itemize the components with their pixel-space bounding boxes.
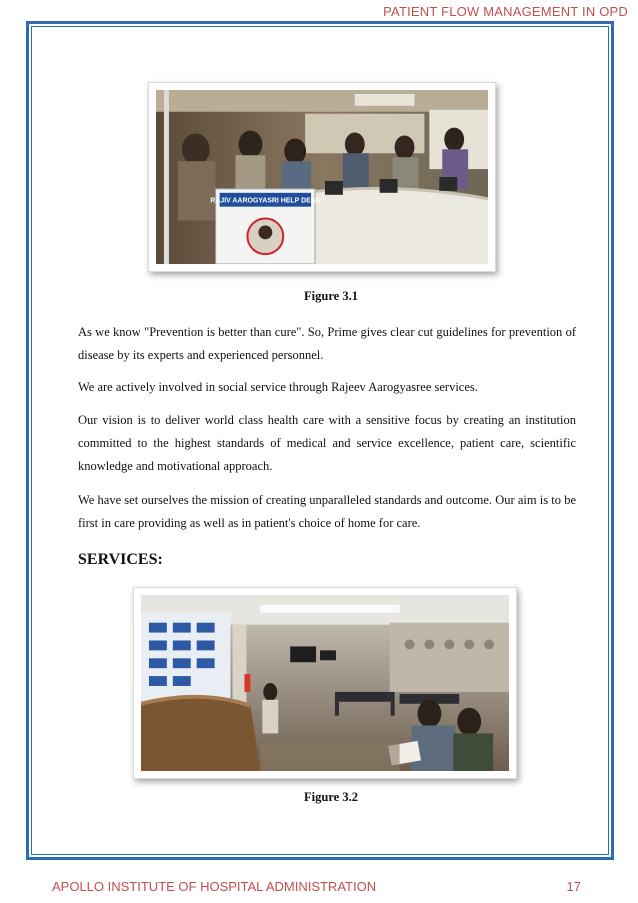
page-header-title: PATIENT FLOW MANAGEMENT IN OPD bbox=[383, 4, 628, 19]
figure-3-2-photo bbox=[133, 587, 517, 779]
figure-3-1-caption: Figure 3.1 bbox=[304, 289, 358, 303]
reception-hall-photo-image bbox=[141, 595, 509, 771]
help-desk-photo-image bbox=[156, 90, 488, 264]
services-heading: SERVICES: bbox=[78, 551, 163, 568]
paragraph-social-service: We are actively involved in social service through Rajeev Aarogyasree services. bbox=[78, 380, 478, 394]
figure-3-1-photo bbox=[148, 82, 496, 272]
figure-3-2-caption: Figure 3.2 bbox=[304, 790, 358, 804]
paragraph-vision: Our vision is to deliver world class health care with a sensitive focus by creating an institution committed to the highest standards of medical and service excellence, patient care, scientific knowledge and motivational approach. bbox=[78, 413, 576, 473]
footer-institute-name: APOLLO INSTITUTE OF HOSPITAL ADMINISTRATION bbox=[52, 879, 377, 894]
paragraph-prevention: As we know "Prevention is better than cure". So, Prime gives clear cut guidelines for prevention of disease by its experts and experienced personnel. bbox=[78, 325, 576, 362]
footer-page-number: 17 bbox=[566, 879, 581, 894]
paragraph-mission: We have set ourselves the mission of creating unparalleled standards and outcome. Our aim is to be first in care providing as well as in patient's choice of home for care. bbox=[78, 493, 576, 530]
help-desk-sign-text: RAJIV AAROGYASRI HELP DESK bbox=[210, 197, 321, 205]
